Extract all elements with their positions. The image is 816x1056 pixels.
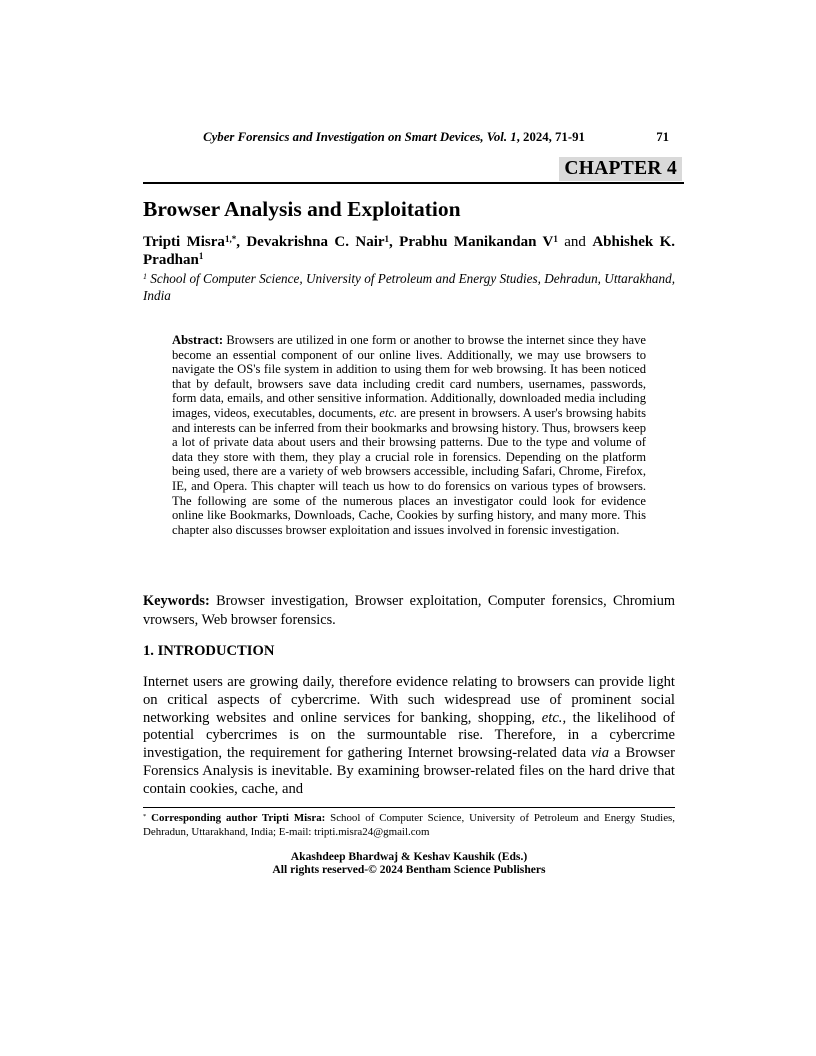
journal-title-italic: Cyber Forensics and Investigation on Smart Devices, Vol. 1 (203, 130, 517, 144)
editors-line: Akashdeep Bhardwaj & Keshav Kaushik (Eds.) (290, 850, 528, 863)
keywords-label: Keywords: (143, 593, 210, 609)
footnote-text: School of Computer Science, University of Petroleum and Energy Studies, Dehradun, Uttarakhand, India; E-mail: tripti.misra24@gmail.com (143, 812, 675, 838)
running-header (143, 130, 675, 145)
journal-title-rest: , 2024, 71-91 (516, 130, 585, 144)
intro-via-italic: via (591, 745, 610, 762)
chapter-banner (143, 157, 675, 184)
intro-etc-italic: etc., (541, 709, 567, 726)
copyright-line: All rights reserved-© 2024 Bentham Science Publishers (272, 863, 546, 876)
running-header-title (143, 130, 675, 145)
abstract-text-part2: are present in browsers. A user's browsing habits and interests can be inferred from their bookmarks and browsing history. Thus, browsers keep a lot of private data about users and their browsing patterns. Due to the type and volume of data they store with them, they play a crucial role in forensics. Depending on the platform being used, there are a variety of web browsers accessible, including Safari, Chrome, Firefox, IE, and Opera. This chapter will teach us how to do forensics on various types of browsers. The following are some of the numerous places an investigator could look for evidence online like Bookmarks, Downloads, Cache, Cookies by surfing history, and many more. This chapter also discusses browser exploitation and issues involved in forensic investigation. (172, 405, 647, 537)
intro-text-part1: Internet users are growing daily, therefore evidence relating to browsers can provide light on critical aspects of cybercrime. With such widespread use of prominent social networking websites and online services for banking, shopping, (143, 674, 675, 726)
chapter-title: Browser Analysis and Exploitation (143, 197, 461, 221)
introduction-paragraph (143, 674, 675, 799)
footnote-marker: * (143, 813, 147, 821)
abstract-label: Abstract: (172, 333, 224, 347)
intro-text-part2: the likelihood of potential cybercrimes is on the surmountable rise. Therefore, in a cybercrime investigation, the requirement for gathering Internet browsing-related data (143, 709, 676, 762)
author-name-2: Devakrishna C. Nair (246, 234, 385, 250)
author-superscript-4: 1 (198, 251, 204, 262)
abstract-text-part1: Browsers are utilized in one form or another to browse the internet since they have become an essential component of our online lives. Additionally, we may use browsers to navigate the OS's file system in addition to using them for web browsing. It has been noticed that by default, browsers save data including credit card numbers, usernames, passwords, form data, emails, and other sensitive information. Additionally, downloaded media including images, videos, executables, documents, (172, 333, 646, 420)
chapter-divider-rule (143, 182, 684, 184)
corresponding-author-footnote (143, 812, 675, 839)
abstract-etc-italic: etc. (379, 405, 398, 420)
footnote-divider-rule (143, 807, 675, 808)
footnote-label: Corresponding author Tripti Misra: (146, 812, 326, 824)
affiliation-superscript: 1 (143, 272, 147, 282)
affiliation (143, 272, 675, 303)
author-superscript-2: 1 (384, 233, 390, 244)
author-superscript-1: 1,* (224, 233, 237, 244)
authors-and-text: and (557, 234, 593, 250)
section-heading-introduction: 1. INTRODUCTION (143, 643, 275, 659)
author-name-3: Prabhu Manikandan V (399, 234, 554, 250)
author-separator: , (236, 234, 247, 250)
abstract-section (172, 333, 646, 537)
chapter-label: CHAPTER 4 (559, 157, 682, 181)
author-name-4: Abhishek K. Pradhan (143, 234, 675, 268)
keywords-section (143, 592, 675, 629)
author-separator: , (389, 234, 400, 250)
authors-line (143, 234, 675, 269)
author-superscript-3: 1 (553, 233, 558, 244)
page-number: 71 (656, 130, 669, 144)
keywords-text: Browser investigation, Browser exploitation, Computer forensics, Chromium vrowsers, Web browser forensics. (143, 593, 675, 628)
intro-text-part3: a Browser Forensics Analysis is inevitable. By examining browser-related files on the hard drive that contain cookies, cache, and (143, 745, 675, 797)
affiliation-text: School of Computer Science, University of Petroleum and Energy Studies, Dehradun, Uttarakhand, India (143, 271, 675, 303)
page-footer (143, 850, 675, 876)
author-name-1: Tripti Misra (143, 234, 225, 250)
document-page (143, 0, 675, 1056)
